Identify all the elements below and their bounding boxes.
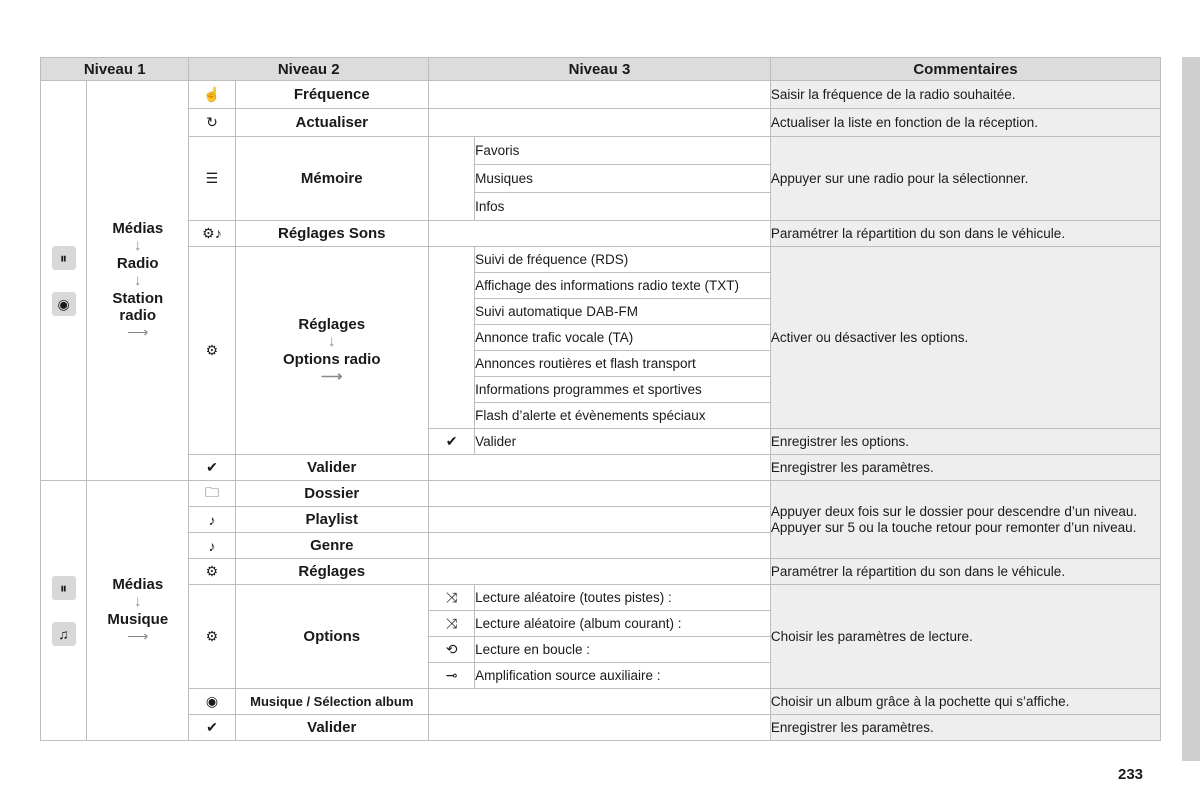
option-dab-fm[interactable]: Suivi automatique DAB-FM [475, 299, 771, 325]
media-icon: ⏸ [52, 576, 76, 600]
header-niveau2: Niveau 2 [189, 58, 429, 81]
option-repeat[interactable]: Lecture en boucle : [475, 637, 771, 663]
comment: Paramétrer la répartition du son dans le véhicule. [770, 559, 1160, 585]
menu-valider[interactable]: Valider [235, 715, 429, 741]
option-shuffle-all[interactable]: Lecture aléatoire (toutes pistes) : [475, 585, 771, 611]
settings-icon[interactable]: ⚙ [189, 247, 235, 455]
option-txt[interactable]: Affichage des informations radio texte (TXT) [475, 273, 771, 299]
music-note-circle-icon: ♫ [52, 622, 76, 646]
frequency-icon[interactable]: ☝ [189, 81, 235, 109]
genre-icon[interactable]: ♪ [189, 533, 235, 559]
shuffle-icon[interactable]: ⤨ [429, 611, 475, 637]
comment: Appuyer deux fois sur le dossier pour descendre d’un niveau. Appuyer sur 5 ou la touche retour pour remonter d’un niveau. [770, 481, 1160, 559]
page-edge-tab [1182, 57, 1200, 761]
header-commentaires: Commentaires [770, 58, 1160, 81]
menu-reglages[interactable] [235, 247, 429, 455]
menu-table [40, 57, 1161, 741]
option-aux-amplification[interactable]: Amplification source auxiliaire : [475, 663, 771, 689]
music-note-icon[interactable]: ♪ [189, 507, 235, 533]
option-shuffle-album[interactable]: Lecture aléatoire (album courant) : [475, 611, 771, 637]
list-icon[interactable]: ☰ [189, 137, 235, 221]
menu-album[interactable]: Musique / Sélection album [235, 689, 429, 715]
album-icon[interactable]: ◉ [189, 689, 235, 715]
checkmark-icon[interactable]: ✔ [189, 715, 235, 741]
checkmark-icon[interactable]: ✔ [189, 455, 235, 481]
menu-valider[interactable]: Valider [235, 455, 429, 481]
menu-frequence[interactable]: Fréquence [235, 81, 429, 109]
page-number: 233 [1118, 766, 1144, 783]
menu-memoire[interactable]: Mémoire [235, 137, 429, 221]
nav-station-radio: Station radio [112, 289, 164, 324]
nav-musique: Musique [107, 610, 169, 628]
media-icon: ⏸ [52, 246, 76, 270]
section2-icons [41, 481, 87, 741]
header-niveau1: Niveau 1 [41, 58, 189, 81]
refresh-icon[interactable]: ↻ [189, 109, 235, 137]
option-flash-alerte[interactable]: Flash d’alerte et évènements spéciaux [475, 403, 771, 429]
option-ta[interactable]: Annonce trafic vocale (TA) [475, 325, 771, 351]
checkmark-icon[interactable]: ✔ [429, 429, 475, 455]
nav-medias: Médias [112, 219, 164, 237]
comment: Actualiser la liste en fonction de la réception. [770, 109, 1160, 137]
section1-icons [41, 81, 87, 481]
menu-genre[interactable]: Genre [235, 533, 429, 559]
comment: Enregistrer les options. [770, 429, 1160, 455]
menu-reglages[interactable]: Réglages [235, 559, 429, 585]
arrow-down-icon: ↓ [134, 592, 142, 610]
comment: Choisir les paramètres de lecture. [770, 585, 1160, 689]
nav-radio: Radio [116, 254, 159, 272]
comment: Enregistrer les paramètres. [770, 455, 1160, 481]
menu-actualiser[interactable]: Actualiser [235, 109, 429, 137]
option-musiques[interactable]: Musiques [475, 165, 771, 193]
menu-reglages-sons[interactable]: Réglages Sons [235, 221, 429, 247]
comment: Paramétrer la répartition du son dans le véhicule. [770, 221, 1160, 247]
arrow-down-icon: ↓ [134, 236, 142, 254]
settings-icon[interactable]: ⚙ [189, 559, 235, 585]
nav-medias: Médias [112, 575, 164, 593]
comment: Appuyer sur une radio pour la sélectionner. [770, 137, 1160, 221]
option-flash-transport[interactable]: Annonces routières et flash transport [475, 351, 771, 377]
aux-input-icon[interactable]: ⊸ [429, 663, 475, 689]
folder-icon[interactable]: 🗀 [189, 481, 235, 507]
option-rds[interactable]: Suivi de fréquence (RDS) [475, 247, 771, 273]
arrow-right-icon: ⟶ [321, 367, 343, 385]
arrow-right-icon: ⟶ [126, 323, 149, 341]
radio-wave-icon: ◉ [52, 292, 76, 316]
comment: Choisir un album grâce à la pochette qui s’affiche. [770, 689, 1160, 715]
comment: Activer ou désactiver les options. [770, 247, 1160, 429]
options-radio-label: Options radio [283, 350, 381, 368]
menu-dossier[interactable]: Dossier [235, 481, 429, 507]
settings-icon[interactable]: ⚙ [189, 585, 235, 689]
header-row [41, 58, 1161, 81]
arrow-right-icon: ⟶ [126, 627, 149, 645]
shuffle-all-icon[interactable]: ⤨ [429, 585, 475, 611]
menu-options[interactable]: Options [235, 585, 429, 689]
arrow-down-icon: ↓ [134, 271, 142, 289]
comment: Enregistrer les paramètres. [770, 715, 1160, 741]
arrow-down-icon: ↓ [328, 332, 336, 350]
sound-settings-icon[interactable]: ⚙♪ [189, 221, 235, 247]
section2-nav [87, 481, 189, 741]
header-niveau3: Niveau 3 [429, 58, 771, 81]
reglages-label: Réglages [298, 315, 366, 333]
option-favoris[interactable]: Favoris [475, 137, 771, 165]
comment: Saisir la fréquence de la radio souhaitée. [770, 81, 1160, 109]
menu-playlist[interactable]: Playlist [235, 507, 429, 533]
option-valider[interactable]: Valider [475, 429, 771, 455]
section1-nav [87, 81, 189, 481]
option-infos[interactable]: Infos [475, 193, 771, 221]
option-programmes[interactable]: Informations programmes et sportives [475, 377, 771, 403]
repeat-icon[interactable]: ⟲ [429, 637, 475, 663]
